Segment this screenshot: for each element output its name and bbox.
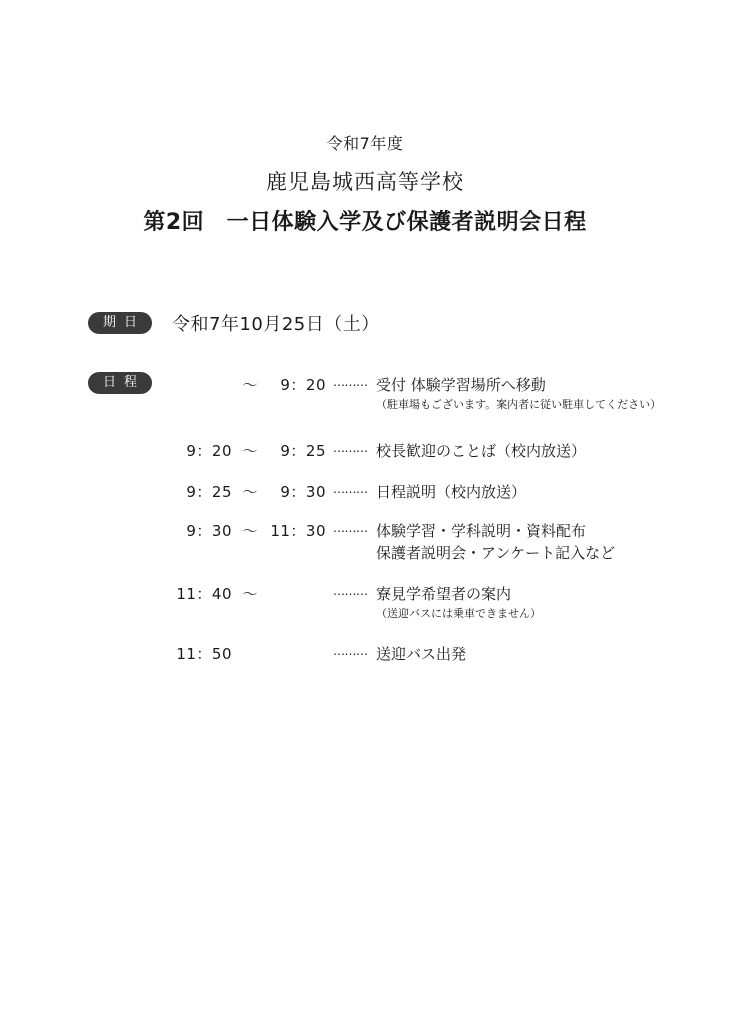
schedule-label-badge: 日程 — [88, 372, 152, 394]
leader-dots: ……… — [333, 375, 368, 389]
activity-description: 体験学習・学科説明・資料配布 — [376, 522, 587, 540]
leader-dots: ……… — [333, 521, 368, 535]
range-tilde: ～ — [242, 585, 258, 603]
start-time: 11：40 — [176, 585, 232, 603]
end-time: 11：30 — [270, 522, 326, 540]
range-tilde: ～ — [242, 376, 258, 394]
end-time: 9：20 — [280, 376, 326, 394]
range-tilde: ～ — [242, 483, 258, 501]
leader-dots: ……… — [333, 441, 368, 455]
range-tilde: ～ — [242, 522, 258, 540]
leader-dots: ……… — [333, 482, 368, 496]
end-time: 9：25 — [280, 442, 326, 460]
start-time: 9：30 — [186, 522, 232, 540]
activity-description-line2: 保護者説明会・アンケート記入など — [376, 544, 616, 562]
activity-description: 送迎バス出発 — [376, 645, 467, 663]
start-time: 11：50 — [176, 645, 232, 663]
date-label-badge: 期日 — [88, 312, 152, 334]
end-time: 9：30 — [280, 483, 326, 501]
activity-description: 日程説明（校内放送） — [376, 483, 527, 501]
fiscal-year: 令和7年度 — [326, 134, 404, 153]
activity-note: （駐車場もございます。案内者に従い駐車してください） — [376, 398, 662, 411]
activity-description: 校長歓迎のことば（校内放送） — [376, 442, 587, 460]
activity-description: 受付 体験学習場所へ移動 — [376, 376, 546, 394]
start-time: 9：25 — [186, 483, 232, 501]
event-title: 第2回 一日体験入学及び保護者説明会日程 — [143, 210, 587, 235]
activity-description: 寮見学希望者の案内 — [376, 585, 512, 603]
leader-dots: ……… — [333, 644, 368, 658]
event-date: 令和7年10月25日（土） — [172, 314, 380, 335]
school-name: 鹿児島城西高等学校 — [266, 170, 464, 194]
leader-dots: ……… — [333, 584, 368, 598]
range-tilde: ～ — [242, 442, 258, 460]
activity-note: （送迎バスには乗車できません） — [376, 607, 541, 620]
start-time: 9：20 — [186, 442, 232, 460]
